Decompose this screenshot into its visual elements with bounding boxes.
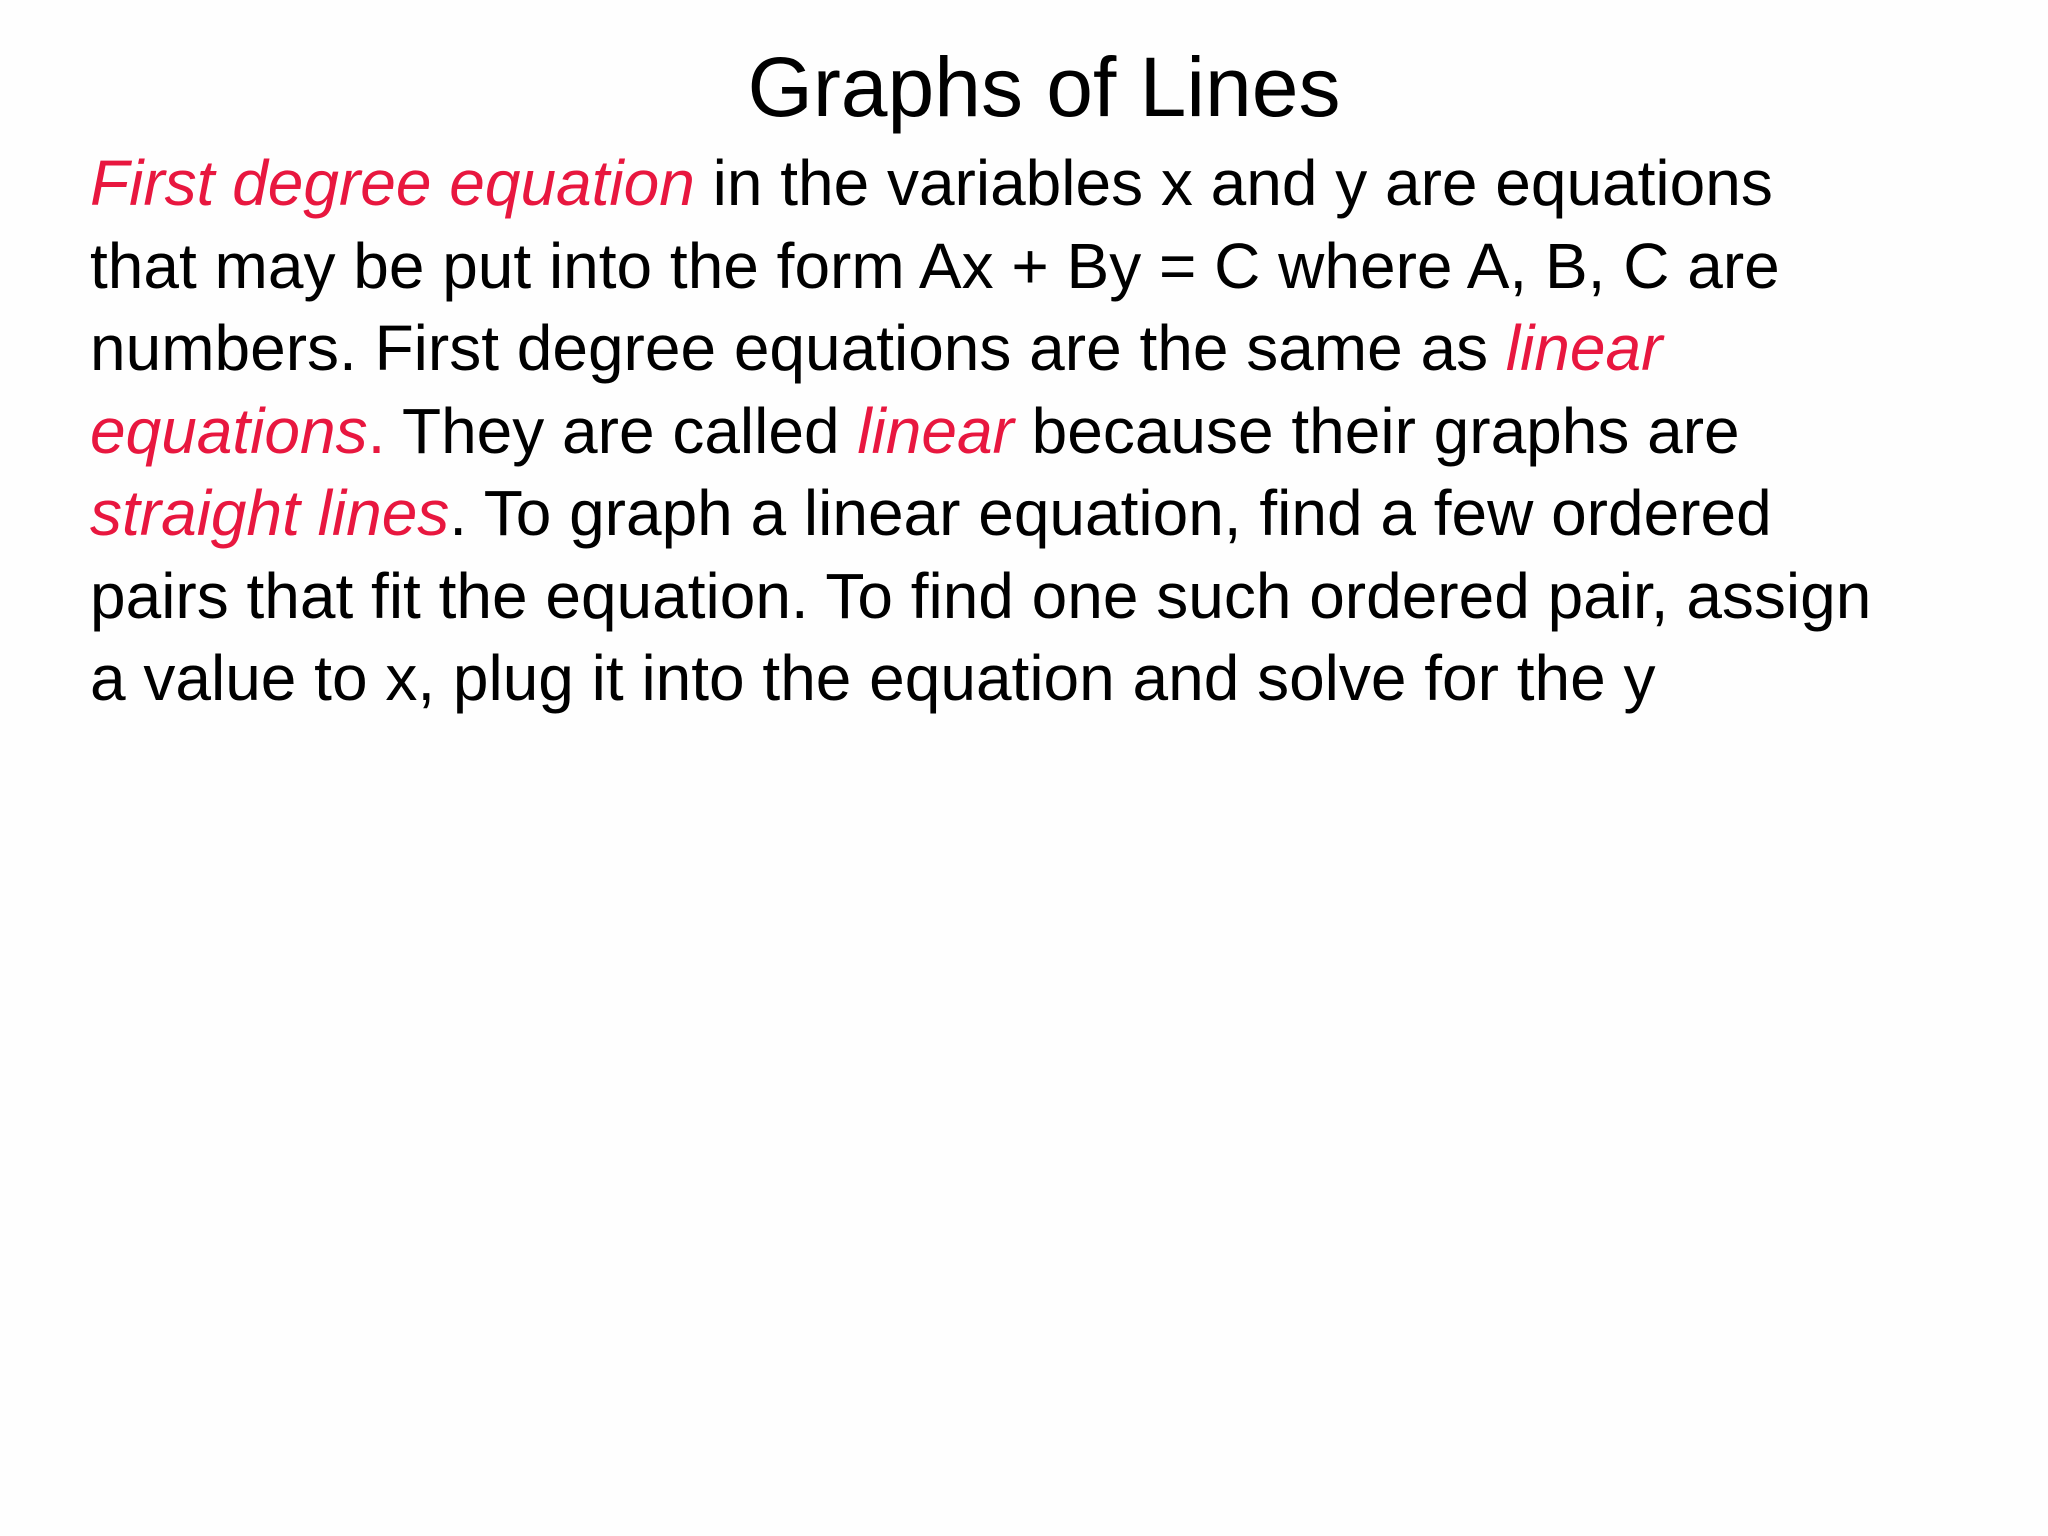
body-text-segment: pairs that fit the equation. To find one such ordered pair, assign [90,559,1872,632]
highlight-period: . [367,394,386,467]
body-line-1 [90,142,2020,225]
body-text-segment: They are called [385,394,858,467]
term-linear: linear [1505,312,1663,384]
body-line-5 [90,472,2020,555]
body-text-segment: because their graphs are [1013,394,1740,467]
body-line-2 [90,225,2020,308]
term-straight-lines: straight lines [90,477,450,549]
body-text-segment: in the variables x and y are equations [694,147,1773,219]
body-line-6 [90,555,2020,638]
body-text-segment: numbers. First degree equations are the same as [90,312,1506,384]
term-first-degree-equation: First degree equation [90,147,695,219]
body-line-3 [90,307,2020,390]
body-text-segment: that may be put into the form Ax + By = C where A, B, C are [90,229,1780,302]
body-text-segment: a value to x, plug it into the equation and solve for the y [90,642,1656,714]
body-line-7 [90,637,2020,720]
term-linear-2: linear [857,394,1014,467]
term-equations: equations [90,394,368,467]
body-text-segment: . To graph a linear equation, find a few ordered [449,477,1772,549]
body-line-4 [90,390,2020,473]
slide-title: Graphs of Lines [747,40,1341,134]
slide-body-text [90,142,2020,720]
